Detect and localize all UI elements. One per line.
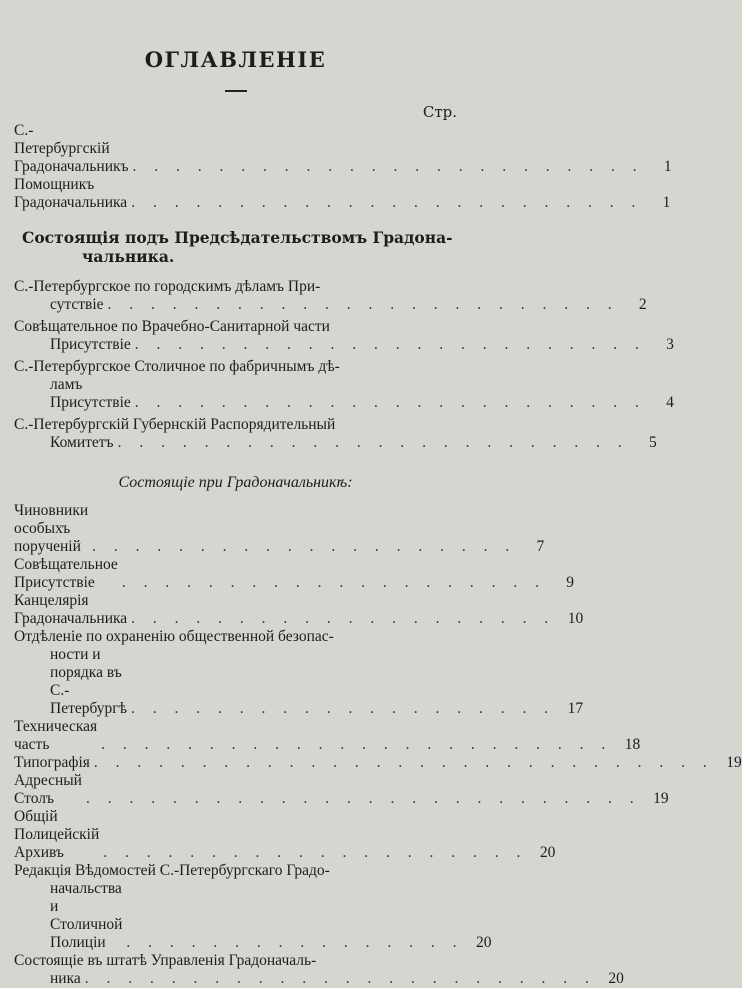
toc-entry-page: 20 <box>539 844 556 861</box>
toc-entry-label: Чиновники особыхъ порученій <box>14 502 89 555</box>
section-subheading: Состоящіе при Градоначальникѣ: <box>118 474 353 491</box>
page-column-label: Стр. <box>422 103 457 121</box>
toc-entry <box>14 754 742 772</box>
toc-entry-line1: С.-Петербургское Столичное по фабричнымъ дѣ- <box>14 358 340 375</box>
toc-entry-page: 18 <box>624 736 641 753</box>
toc-entry-line2: сутствіе <box>50 296 104 313</box>
toc-entry <box>14 592 584 628</box>
toc-entry-page: 5 <box>648 434 657 451</box>
title-rule <box>225 90 247 92</box>
toc-entry-label: С.-Петербургскій Градоначальникъ <box>14 122 129 175</box>
toc-entry-line2: Комитетъ <box>50 434 114 451</box>
dot-leader: . . . . . . . . . . . . . . . . <box>126 934 464 951</box>
toc-entry <box>14 176 671 212</box>
toc-entry-page: 2 <box>638 296 647 313</box>
dot-leader: . . . . . . . . . . . . . . . . . . . . . . . . <box>134 394 646 411</box>
toc-entry <box>14 718 641 754</box>
toc-entry-line1: Редакція Вѣдомостей С.-Петербургскаго Градо- <box>14 862 330 879</box>
toc-entry-line1: С.-Петербургскій Губернскій Распорядительный <box>14 416 336 433</box>
section-heading-line2: чальника. <box>82 247 175 266</box>
top-entries <box>14 122 672 212</box>
toc-entry <box>14 772 669 808</box>
toc-entry-line2: ности и порядка въ С.-Петербургѣ <box>50 646 128 717</box>
section2-entries <box>14 502 742 988</box>
dot-leader: . . . . . . . . . . . . . . . . . . . . . . . . <box>117 434 629 451</box>
dot-leader: . . . . . . . . . . . . . . . . . . . . <box>131 700 556 717</box>
toc-entry-page: 1 <box>663 158 672 175</box>
toc-entry-page: 9 <box>566 574 574 591</box>
toc-entry <box>14 556 574 592</box>
dot-leader: . . . . . . . . . . . . . . . . . . . . . . . . . . . . . <box>93 754 714 771</box>
dot-leader: . . . . . . . . . . . . . . . . . . . . <box>103 844 528 861</box>
toc-entry-line2: ламъ Присутствіе <box>50 376 131 411</box>
toc-entry-line1: Состоящіе въ штатѣ Управленія Градоначаль- <box>14 952 317 969</box>
dot-leader: . . . . . . . . . . . . . . . . . . . . . . . . <box>84 970 596 987</box>
page-title: ОГЛАВЛЕНІЕ <box>144 47 327 72</box>
toc-entry <box>14 122 672 176</box>
dot-leader: . . . . . . . . . . . . . . . . . . . . <box>92 538 517 555</box>
toc-entry-line2: Присутствіе <box>50 336 131 353</box>
toc-entry-page: 19 <box>726 754 742 771</box>
toc-entry-line2: ника <box>50 970 81 987</box>
section1-entries <box>14 278 674 452</box>
toc-entry-line2: начальства и Столичной Полиціи <box>50 880 123 951</box>
dot-leader: . . . . . . . . . . . . . . . . . . . . . . . . . . <box>85 790 641 807</box>
dot-leader: . . . . . . . . . . . . . . . . . . . . <box>121 574 546 591</box>
toc-entry-page: 10 <box>567 610 584 627</box>
dot-leader: . . . . . . . . . . . . . . . . . . . . <box>131 610 556 627</box>
dot-leader: . . . . . . . . . . . . . . . . . . . . . . . . <box>107 296 619 313</box>
toc-entry <box>14 628 584 718</box>
toc-entry-line1: С.-Петербургское по городскимъ дѣламъ При- <box>14 278 321 295</box>
dot-leader: . . . . . . . . . . . . . . . . . . . . . . . . <box>132 158 644 175</box>
toc-entry-page: 1 <box>662 194 671 211</box>
toc-entry-page: 7 <box>536 538 545 555</box>
toc-entry-line1: Отдѣленіе по охраненію общественной безопас- <box>14 628 334 645</box>
toc-entry-page: 3 <box>666 336 674 353</box>
toc-entry-label: Совѣщательное Присутствіе <box>14 556 118 591</box>
dot-leader: . . . . . . . . . . . . . . . . . . . . . . . . <box>134 336 646 353</box>
toc-entry <box>14 358 674 412</box>
toc-entry-label: Адресный Столъ <box>14 772 82 807</box>
toc-entry-line1: Совѣщательное по Врачебно-Санитарной части <box>14 318 330 335</box>
section-heading-line1: Состоящія подъ Предсѣдательствомъ Градона- <box>22 228 453 247</box>
toc-entry-label: Канцелярія Градоначальника <box>14 592 128 627</box>
toc-entry <box>14 416 657 452</box>
toc-entry-label: Техническая часть <box>14 718 98 753</box>
toc-entry <box>14 278 647 314</box>
dot-leader: . . . . . . . . . . . . . . . . . . . . . . . . <box>131 194 643 211</box>
toc-entry-page: 17 <box>567 700 584 717</box>
toc-entry <box>14 318 674 354</box>
toc-entry-page: 20 <box>608 970 624 987</box>
toc-entry <box>14 862 492 952</box>
toc-entry-page: 4 <box>666 394 674 411</box>
toc-entry-label: Типографія <box>14 754 90 771</box>
toc-entry <box>14 808 556 862</box>
dot-leader: . . . . . . . . . . . . . . . . . . . . . . . . <box>101 736 613 753</box>
toc-entry-label: Помощникъ Градоначальника <box>14 176 128 211</box>
toc-entry-page: 19 <box>653 790 669 807</box>
toc-entry-page: 20 <box>476 934 492 951</box>
section-heading <box>22 228 457 266</box>
toc-entry-label: Общій Полицейскій Архивъ <box>14 808 100 861</box>
toc-entry <box>14 952 624 988</box>
toc-entry <box>14 502 545 556</box>
